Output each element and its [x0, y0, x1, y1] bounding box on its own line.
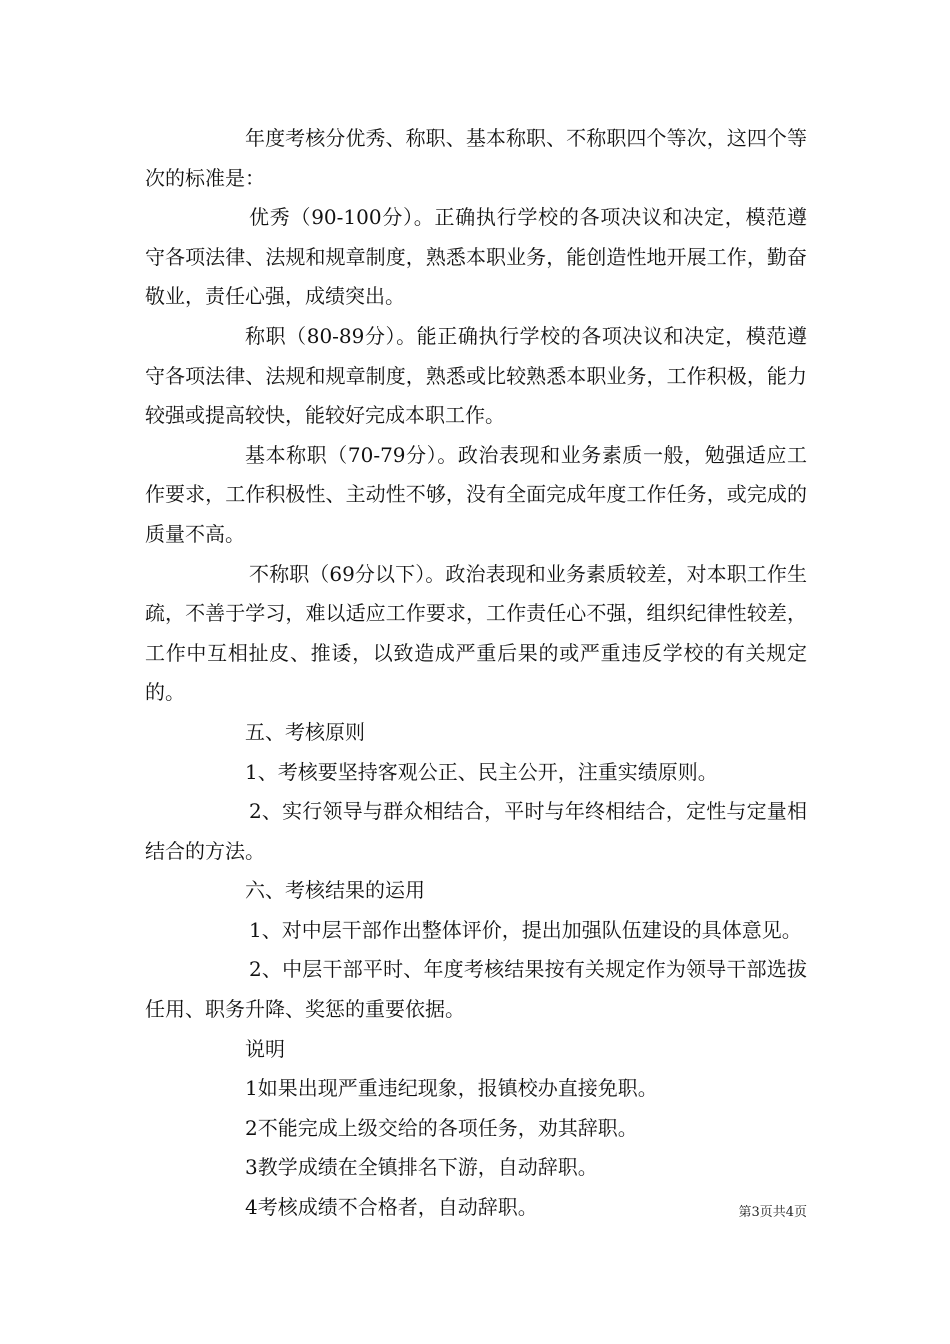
page-number-footer: 第3页共4页 [738, 1205, 807, 1220]
paragraph-excellent: 优秀（90-100分）。正确执行学校的各项决议和决定，模范遵守各项法律、法规和规章制度，熟悉本职业务，能创造性地开展工作，勤奋敬业，责任心强，成绩突出。 [145, 205, 807, 309]
note-item-2: 2不能完成上级交给的各项任务，劝其辞职。 [245, 1115, 638, 1140]
heading-results-use: 六、考核结果的运用 [245, 878, 425, 903]
paragraph-principle-1: 1、考核要坚持客观公正、民主公开，注重实绩原则。 [245, 759, 718, 784]
paragraph-basically-competent: 基本称职（70-79分）。政治表现和业务素质一般，勉强适应工作要求，工作积极性、主动性不够，没有全面完成年度工作任务，或完成的质量不高。 [145, 442, 807, 546]
heading-notes: 说明 [245, 1036, 285, 1061]
note-item-1: 1如果出现严重违纪现象，报镇校办直接免职。 [245, 1076, 658, 1101]
paragraph-results-use-2: 2、中层干部平时、年度考核结果按有关规定作为领导干部选拔任用、职务升降、奖惩的重要依据。 [145, 957, 807, 1022]
note-item-3: 3教学成绩在全镇排名下游，自动辞职。 [245, 1155, 598, 1180]
paragraph-incompetent: 不称职（69分以下）。政治表现和业务素质较差，对本职工作生疏，不善于学习，难以适应工作要求，工作责任心不强，组织纪律性较差，工作中互相扯皮、推诿，以致造成严重后果的或严重违反学校的有关规定的。 [145, 561, 807, 705]
paragraph-competent: 称职（80-89分）。能正确执行学校的各项决议和决定，模范遵守各项法律、法规和规章制度，熟悉或比较熟悉本职业务，工作积极，能力较强或提高较快，能较好完成本职工作。 [145, 323, 807, 428]
document-body [145, 119, 807, 1228]
paragraph-results-use-1: 1、对中层干部作出整体评价，提出加强队伍建设的具体意见。 [249, 917, 802, 942]
note-item-4: 4考核成绩不合格者，自动辞职。 [245, 1195, 538, 1220]
heading-assessment-principles: 五、考核原则 [245, 719, 365, 744]
paragraph-grade-intro: 年度考核分优秀、称职、基本称职、不称职四个等次，这四个等次的标准是： [145, 126, 807, 190]
paragraph-principle-2: 2、实行领导与群众相结合，平时与年终相结合，定性与定量相结合的方法。 [145, 799, 807, 863]
